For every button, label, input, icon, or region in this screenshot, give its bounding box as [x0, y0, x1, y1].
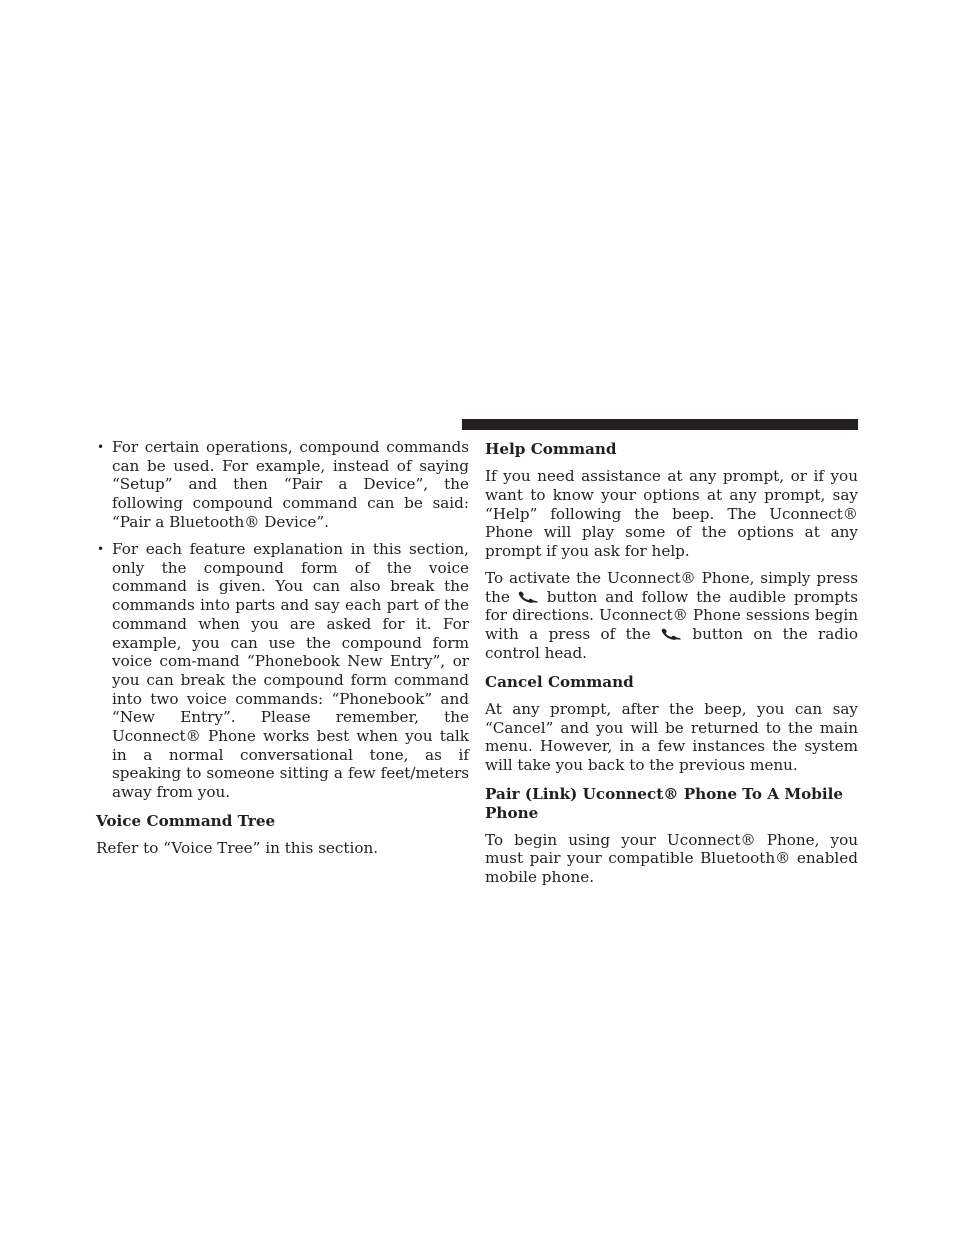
bullet-text: For certain operations, compound commands can be used. For example, instead of saying “Setup” and then “Pair a Device”, the following compound command can be said: “Pair a Bluetooth® Device”. [112, 438, 469, 531]
left-column [96, 438, 469, 866]
list-item [96, 438, 469, 532]
help-command-heading: Help Command [485, 440, 617, 458]
phone-icon [518, 591, 538, 603]
bullet-list [96, 438, 469, 802]
bullet-icon: • [97, 542, 105, 557]
activate-text-part-3: button on the radio control head. [485, 625, 858, 662]
section-header-rule [462, 419, 858, 430]
help-command-text: If you need assistance at any prompt, or if you want to know your options at any prompt, say “Help” following the beep. The Uconnect® Phone will play some of the options at any prompt if you ask for help. [485, 467, 858, 560]
activate-text-part-2: button and follow the audible prompts for directions. Uconnect® Phone sessions begin with a press of the [485, 587, 859, 644]
activate-text-part-1: To activate the Uconnect® Phone, simply press the [485, 568, 858, 606]
voice-command-tree-heading: Voice Command Tree [96, 812, 276, 831]
pair-phone-heading: Pair (Link) Uconnect® Phone To A Mobile Phone [485, 784, 844, 822]
bullet-icon: • [97, 440, 105, 454]
bullet-text: For each feature explanation in this section, only the compound form of the voice command is given. You can also break the commands into parts and say each part of the command when you are asked for it. For example, you can use the compound form voice com-mand “Phonebook New Entry”, or you can break the compound form command into two voice commands: “Phonebook” and “New Entry”. Please remember, the Uconnect® Phone works best when you talk in a normal conversational tone, as if speaking to someone sitting a few feet/meters away from you. [112, 540, 469, 802]
phone-icon [661, 628, 681, 640]
cancel-command-heading: Cancel Command [485, 672, 634, 691]
cancel-command-text: At any prompt, after the beep, you can say “Cancel” and you will be returned to the main menu. However, in a few instances the system will take you back to the previous menu. [485, 699, 858, 774]
pair-phone-text: To begin using your Uconnect® Phone, you must pair your compatible Bluetooth® enabled mobile phone. [485, 830, 858, 887]
voice-command-tree-text: Refer to “Voice Tree” in this section. [96, 839, 379, 858]
right-column [485, 438, 858, 895]
list-item [96, 540, 469, 802]
activate-phone-paragraph [485, 569, 858, 663]
